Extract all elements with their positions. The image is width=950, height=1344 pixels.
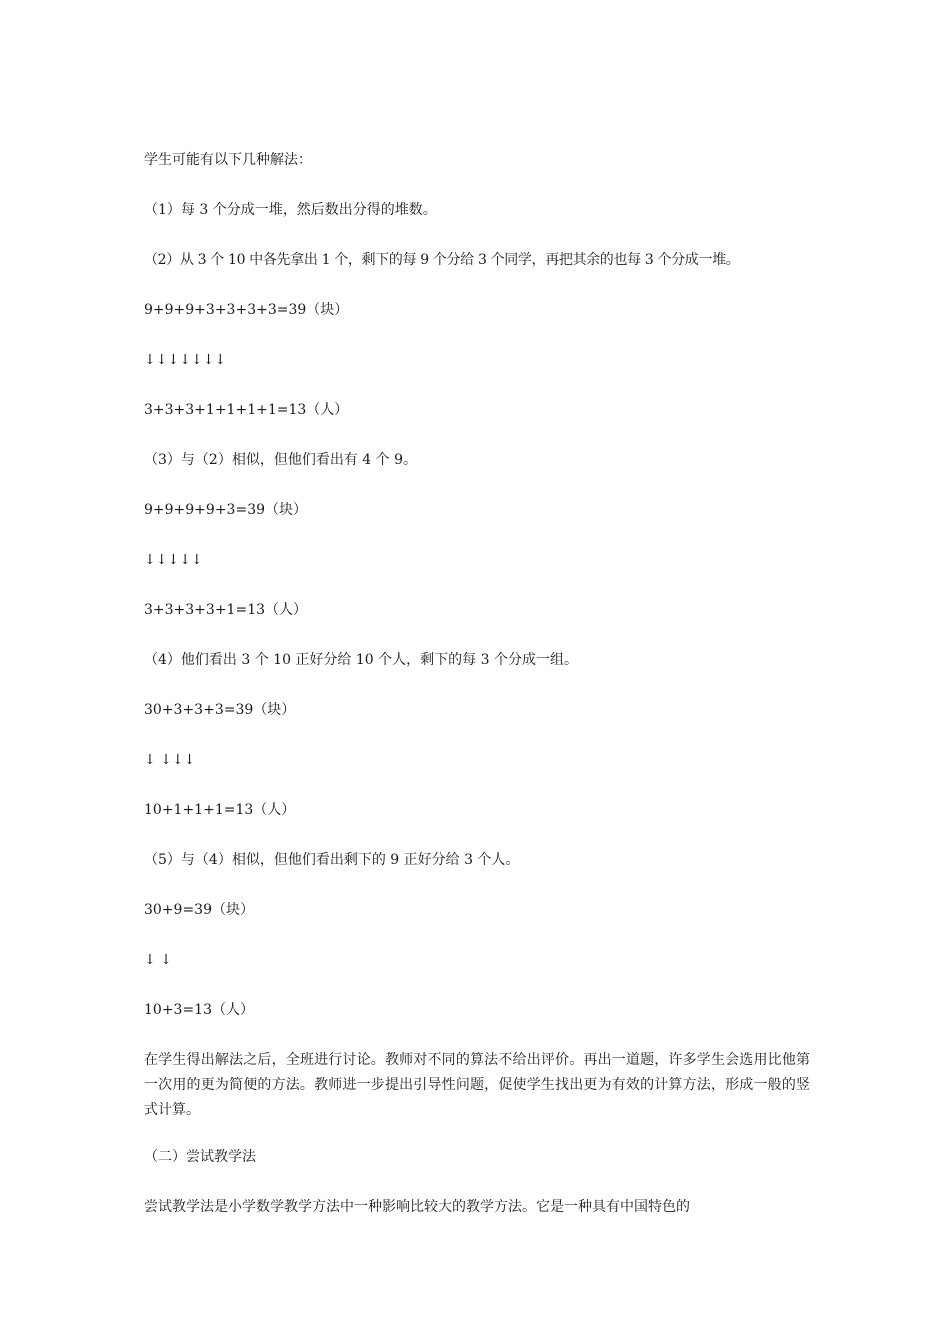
method-3-equation-people: 3+3+3+3+1=13（人）: [144, 602, 308, 618]
method-2-text: （2）从 3 个 10 中各先拿出 1 个，剩下的每 9 个分给 3 个同学，再把其余的也每 3 个分成一堆。: [144, 252, 740, 268]
method-2-equation-blocks: 9+9+9+3+3+3+3=39（块）: [144, 302, 349, 318]
method-1-text: （1）每 3 个分成一堆，然后数出分得的堆数。: [144, 202, 437, 218]
method-4-arrows: ↓ ↓↓↓: [144, 752, 196, 768]
method-4-text: （4）他们看出 3 个 10 正好分给 10 个人，剩下的每 3 个分成一组。: [144, 652, 578, 668]
section-heading: （二）尝试教学法: [144, 1149, 256, 1165]
method-2-equation-people: 3+3+3+1+1+1+1=13（人）: [144, 402, 349, 418]
method-4-equation-blocks: 30+3+3+3=39（块）: [144, 702, 296, 718]
method-3-arrows: ↓↓↓↓↓: [144, 552, 203, 568]
discussion-paragraph: 在学生得出解法之后，全班进行讨论。教师对不同的算法不给出评价。再出一道题，许多学生会选用比他第一次用的更为简便的方法。教师进一步提出引导性问题，促使学生找出更为有效的计算方法，形成一般的竖式计算。: [144, 1052, 810, 1118]
method-3-equation-blocks: 9+9+9+9+3=39（块）: [144, 502, 308, 518]
method-5-equation-people: 10+3=13（人）: [144, 1002, 254, 1018]
method-5-text: （5）与（4）相似，但他们看出剩下的 9 正好分给 3 个人。: [144, 852, 520, 868]
document-page: [144, 148, 810, 1245]
trial-teaching-paragraph: 尝试教学法是小学数学教学方法中一种影响比较大的教学方法。它是一种具有中国特色的: [144, 1199, 690, 1215]
method-5-equation-blocks: 30+9=39（块）: [144, 902, 254, 918]
method-4-equation-people: 10+1+1+1=13（人）: [144, 802, 296, 818]
method-2-arrows: ↓↓↓↓↓↓↓: [144, 352, 227, 368]
method-5-arrows: ↓ ↓: [144, 952, 172, 968]
method-3-text: （3）与（2）相似，但他们看出有 4 个 9。: [144, 452, 417, 468]
intro-text: 学生可能有以下几种解法：: [144, 152, 312, 168]
